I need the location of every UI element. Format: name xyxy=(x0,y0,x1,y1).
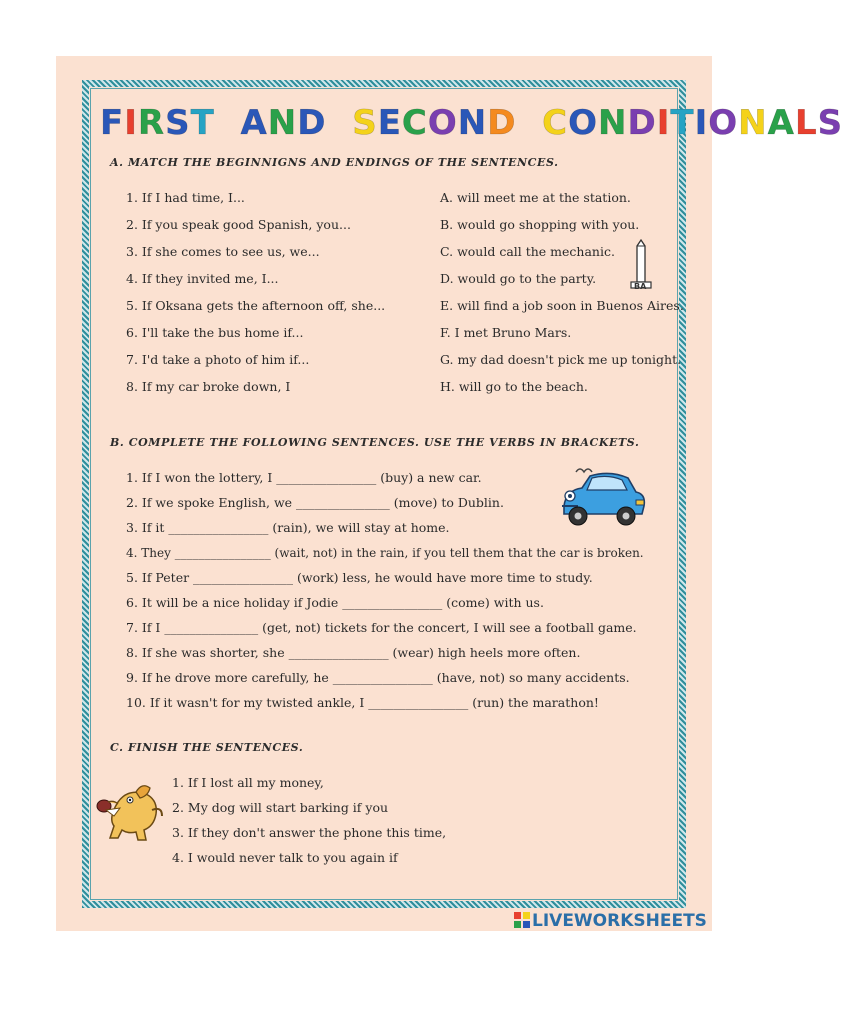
exercise-b-1: 1. If I won the lottery, I ________________ (buy) a new car. xyxy=(126,470,482,485)
exercise-c-1: 1. If I lost all my money, xyxy=(172,775,324,790)
match-beginning-7: 7. I'd take a photo of him if... xyxy=(126,352,310,367)
match-beginning-2: 2. If you speak good Spanish, you... xyxy=(126,217,351,232)
title-letter: I xyxy=(694,103,709,143)
exercise-b-4: 4. They ________________ (wait, not) in the rain, if you tell them that the car is broken. xyxy=(126,546,644,560)
match-beginning-4: 4. If they invited me, I... xyxy=(126,271,279,286)
title-letter: S xyxy=(352,103,378,143)
exercise-b-2: 2. If we spoke English, we _______________ (move) to Dublin. xyxy=(126,495,504,510)
match-ending-g: G. my dad doesn't pick me up tonight. xyxy=(440,352,682,367)
exercise-b-3: 3. If it ________________ (rain), we will stay at home. xyxy=(126,520,450,535)
match-ending-d: D. would go to the party. xyxy=(440,271,597,286)
title-letter: N xyxy=(738,103,768,143)
section-c-heading: C. FINISH THE SENTENCES. xyxy=(110,741,304,754)
title-letter: O xyxy=(568,103,599,143)
exercise-c-4: 4. I would never talk to you again if xyxy=(172,850,398,865)
title-letter xyxy=(215,103,241,143)
match-ending-a: A. will meet me at the station. xyxy=(440,190,631,205)
exercise-b-7: 7. If I _______________ (get, not) tickets for the concert, I will see a football game. xyxy=(126,620,637,635)
exercise-b-8: 8. If she was shorter, she ________________ (wear) high heels more often. xyxy=(126,645,581,660)
title-letter: O xyxy=(708,103,739,143)
title-letter: S xyxy=(165,103,191,143)
exercise-b-5: 5. If Peter ________________ (work) less, he would have more time to study. xyxy=(126,570,593,585)
title-letter: S xyxy=(817,103,843,143)
exercise-b-9: 9. If he drove more carefully, he ________________ (have, not) so many accidents. xyxy=(126,670,630,685)
exercise-c-2: 2. My dog will start barking if you xyxy=(172,800,389,815)
title-letter: N xyxy=(267,103,298,143)
match-ending-c: C. would call the mechanic. xyxy=(440,244,615,259)
exercise-b-10: 10. If it wasn't for my twisted ankle, I ________________ (run) the marathon! xyxy=(126,695,599,710)
title-letter: I xyxy=(124,103,138,143)
title-letter: R xyxy=(137,103,166,143)
obelisk-illustration xyxy=(622,238,662,292)
match-beginning-6: 6. I'll take the bus home if... xyxy=(126,325,304,340)
title-letter: C xyxy=(542,103,569,143)
title-letter: E xyxy=(377,103,402,143)
title-letter: C xyxy=(401,103,428,143)
title-letter xyxy=(327,103,353,143)
liveworksheets-logo-text: LIVEWORKSHEETS xyxy=(532,911,707,931)
title-letter: A xyxy=(240,103,268,143)
title-letter: O xyxy=(427,103,458,143)
car-illustration xyxy=(556,462,648,530)
liveworksheets-logo[interactable] xyxy=(514,910,707,932)
title-letter: L xyxy=(794,103,818,143)
match-ending-f: F. I met Bruno Mars. xyxy=(440,325,572,340)
title-letter: D xyxy=(297,103,327,143)
title-letter: I xyxy=(656,103,671,143)
barking-dog-illustration xyxy=(96,780,166,846)
match-ending-h: H. will go to the beach. xyxy=(440,379,588,394)
match-beginning-8: 8. If my car broke down, I xyxy=(126,379,291,394)
match-beginning-3: 3. If she comes to see us, we... xyxy=(126,244,320,259)
worksheet-title xyxy=(100,98,843,148)
match-ending-b: B. would go shopping with you. xyxy=(440,217,640,232)
title-letter: F xyxy=(100,103,125,143)
title-letter: T xyxy=(670,103,695,143)
obelisk-label: BA xyxy=(634,282,647,291)
exercise-b-6: 6. It will be a nice holiday if Jodie ________________ (come) with us. xyxy=(126,595,544,610)
section-b-heading: B. COMPLETE THE FOLLOWING SENTENCES. USE THE VERBS IN BRACKETS. xyxy=(110,436,640,449)
section-a-heading: A. MATCH THE BEGINNIGNS AND ENDINGS OF THE SENTENCES. xyxy=(110,156,559,169)
title-letter xyxy=(516,103,542,143)
match-beginning-5: 5. If Oksana gets the afternoon off, she... xyxy=(126,298,386,313)
title-letter: D xyxy=(487,103,517,143)
title-letter: A xyxy=(767,103,795,143)
match-ending-e: E. will find a job soon in Buenos Aires. xyxy=(440,298,684,313)
liveworksheets-logo-icon xyxy=(514,912,530,928)
title-letter: N xyxy=(598,103,628,143)
match-beginning-1: 1. If I had time, I... xyxy=(126,190,245,205)
title-letter: T xyxy=(190,103,215,143)
exercise-c-3: 3. If they don't answer the phone this time, xyxy=(172,825,447,840)
title-letter: N xyxy=(457,103,488,143)
title-letter: D xyxy=(627,103,657,143)
